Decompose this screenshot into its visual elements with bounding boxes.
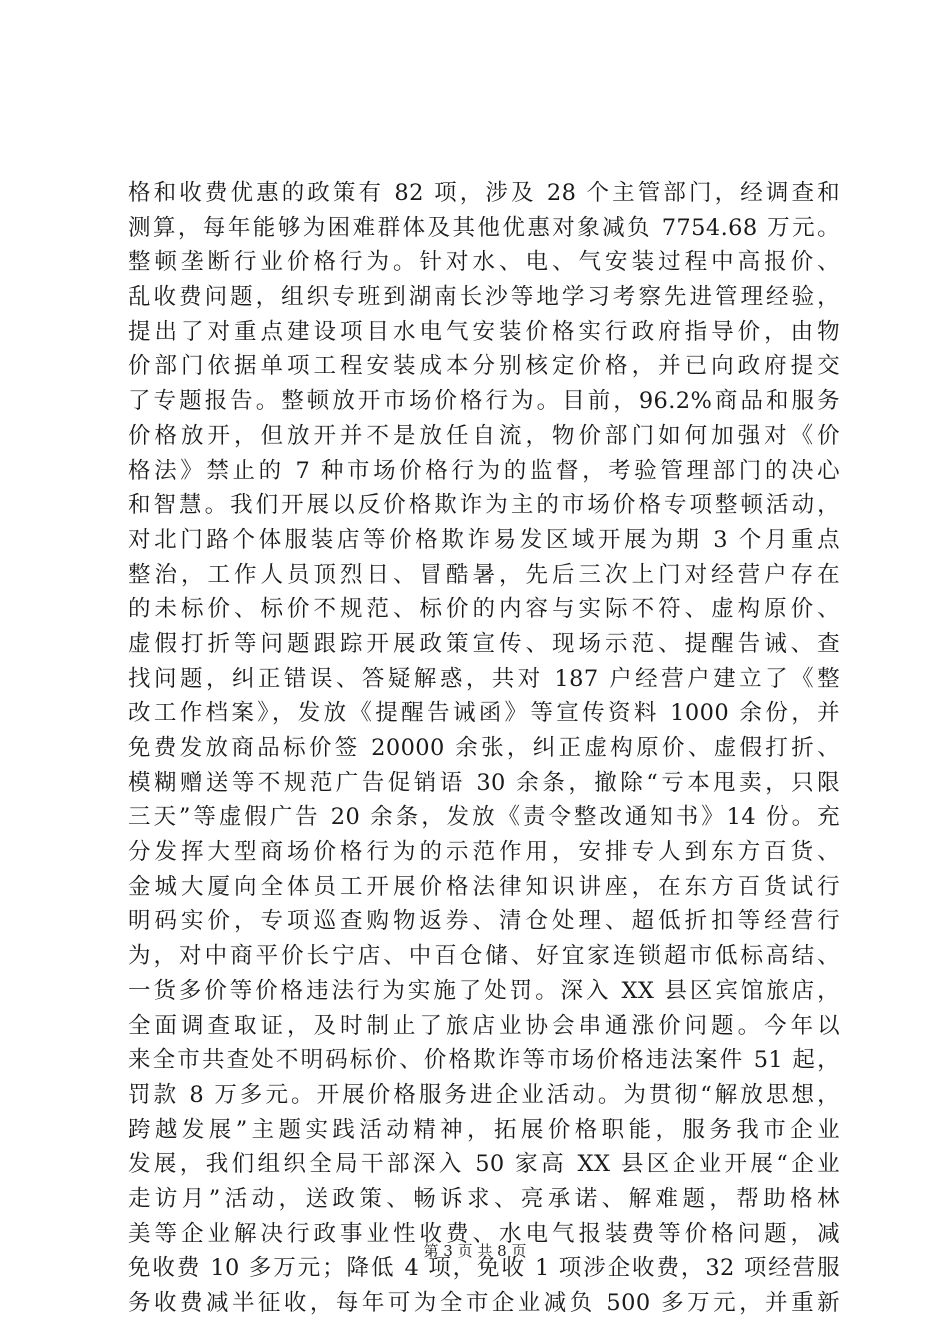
text-line: 的未标价、标价不规范、标价的内容与实际不符、虚构原价、: [128, 596, 840, 623]
text-line: 发展，我们组织全局干部深入 50 家高 XX 县区企业开展“企业: [128, 1151, 840, 1178]
text-line: 务收费减半征收，每年可为全市企业减负 500 多万元，并重新: [128, 1290, 840, 1316]
text-line: 走访月”活动，送政策、畅诉求、亮承诺、解难题，帮助格林: [128, 1185, 840, 1212]
text-line: 价部门依据单项工程安装成本分别核定价格，并已向政府提交: [128, 353, 840, 380]
text-line: 格和收费优惠的政策有 82 项，涉及 28 个主管部门，经调查和: [128, 180, 840, 206]
text-line: 和智慧。我们开展以反价格欺诈为主的市场价格专项整顿活动，: [128, 492, 840, 519]
text-line: 三天”等虚假广告 20 余条，发放《责令整改通知书》14 份。充: [128, 804, 840, 831]
text-line: 了专题报告。整顿放开市场价格行为。目前，96.2%商品和服务: [128, 388, 840, 415]
text-line: 对北门路个体服装店等价格欺诈易发区域开展为期 3 个月重点: [128, 526, 840, 553]
text-line: 价格放开，但放开并不是放任自流，物价部门如何加强对《价: [128, 422, 840, 449]
text-line: 免费发放商品标价签 20000 余张，纠正虚构原价、虚假打折、: [128, 735, 840, 761]
text-line: 模糊赠送等不规范广告促销语 30 余条，撤除“亏本甩卖，只限: [128, 769, 840, 796]
text-line: 提出了对重点建设项目水电气安装价格实行政府指导价，由物: [128, 318, 840, 345]
text-line: 整顿垄断行业价格行为。针对水、电、气安装过程中高报价、: [128, 249, 840, 276]
text-line: 为，对中商平价长宁店、中百仓储、好宜家连锁超市低标高结、: [128, 943, 840, 970]
text-line: 全面调查取证，及时制止了旅店业协会串通涨价问题。今年以: [128, 1012, 840, 1039]
text-line: 分发挥大型商场价格行为的示范作用，安排专人到东方百货、: [128, 839, 840, 866]
text-line: 明码实价，专项巡查购物返券、清仓处理、超低折扣等经营行: [128, 908, 840, 935]
page-footer: 第 3 页 共 8 页: [423, 1242, 527, 1260]
text-line: 美等企业解决行政事业性收费、水电气报装费等价格问题，减: [128, 1220, 840, 1247]
text-line: 找问题，纠正错误、答疑解惑，共对 187 户经营户建立了《整: [128, 665, 840, 692]
text-line: 跨越发展”主题实践活动精神，拓展价格职能，服务我市企业: [128, 1116, 840, 1143]
text-line: 改工作档案》，发放《提醒告诫函》等宣传资料 1000 余份，并: [128, 700, 840, 727]
text-line: 来全市共查处不明码标价、价格欺诈等市场价格违法案件 51 起，: [128, 1047, 840, 1074]
text-line: 虚假打折等问题跟踪开展政策宣传、现场示范、提醒告诫、查: [128, 630, 840, 657]
text-line: 一货多价等价格违法行为实施了处罚。深入 XX 县区宾馆旅店，: [128, 977, 840, 1004]
text-line: 格法》禁止的 7 种市场价格行为的监督，考验管理部门的决心: [128, 457, 840, 484]
text-line: 金城大厦向全体员工开展价格法律知识讲座，在东方百货试行: [128, 873, 840, 900]
text-line: 整治，工作人员顶烈日、冒酷暑，先后三次上门对经营户存在: [128, 561, 840, 588]
text-line: 乱收费问题，组织专班到湖南长沙等地学习考察先进管理经验，: [128, 284, 840, 311]
text-line: 测算，每年能够为困难群体及其他优惠对象减负 7754.68 万元。: [128, 214, 840, 241]
document-body: [128, 176, 840, 1321]
text-line: 罚款 8 万多元。开展价格服务进企业活动。为贯彻“解放思想，: [128, 1081, 840, 1108]
text-line: 免收费 10 多万元；降低 4 项，免收 1 项涉企收费，32 项经营服: [128, 1255, 840, 1282]
